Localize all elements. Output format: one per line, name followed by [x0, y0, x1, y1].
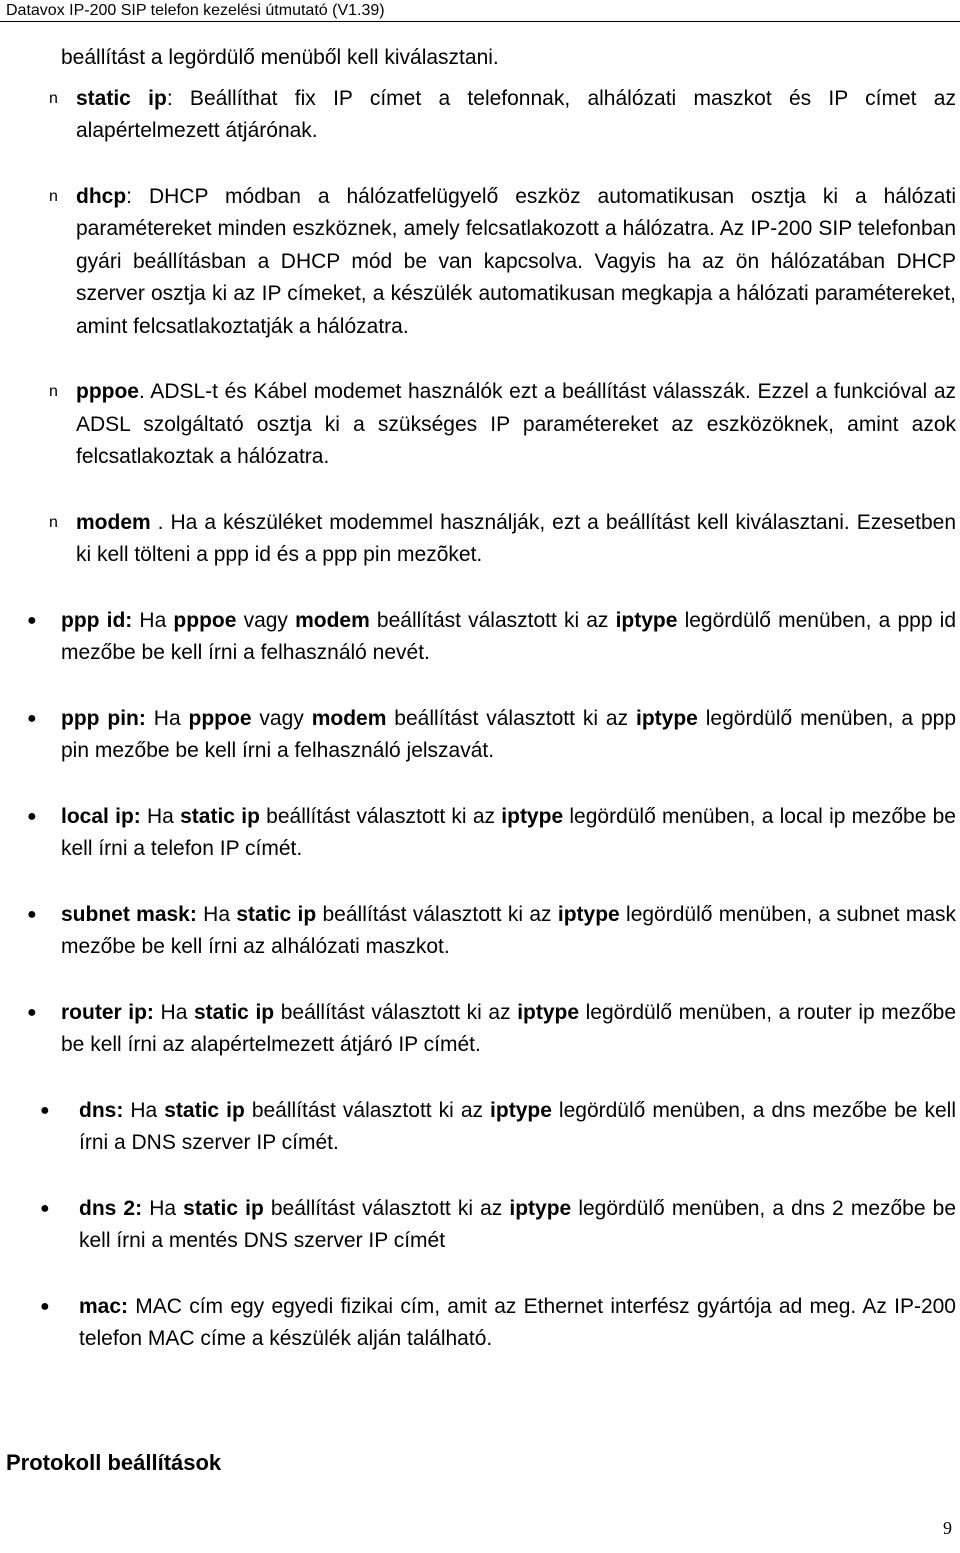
document-title: Datavox IP-200 SIP telefon kezelési útmutató (V1.39)	[6, 2, 385, 19]
emphasis: iptype	[490, 1098, 552, 1122]
field-term: local ip:	[61, 804, 141, 828]
iptype-option-text: dhcp: DHCP módban a hálózatfelügyelő eszköz automatikusan osztja ki a hálózati paramétereket minden eszköznek, amely felcsatlakozott a hálózatra. Az IP-200 SIP telefonban gyári beállításban a DHCP mód be van kapcsolva. Vagyis ha az ön hálózatában DHCP szerver osztja ki az IP címeket, a készülék automatikusan megkapja a hálózati paramétereket, amint felcsatlakoztatják a hálózatra.	[76, 184, 956, 338]
field-description-item	[0, 899, 960, 964]
bullet-icon: ●	[27, 611, 37, 629]
field-description-item	[0, 1193, 960, 1258]
emphasis: pppoe	[188, 706, 252, 730]
list-marker: n	[49, 89, 58, 107]
field-descriptions-list	[0, 605, 960, 1356]
field-description-text: dns: Ha static ip beállítást választott ki az iptype legördülő menüben, a dns mezőbe be kell írni a DNS szerver IP címét.	[79, 1098, 957, 1154]
running-header	[0, 0, 960, 22]
field-term: subnet mask:	[61, 902, 197, 926]
emphasis: pppoe	[173, 608, 237, 632]
field-description-text: router ip: Ha static ip beállítást választott ki az iptype legördülő menüben, a router ip mezőbe be kell írni az alapértelmezett átjáró IP címét.	[61, 1000, 957, 1056]
bullet-icon: ●	[27, 1003, 37, 1021]
field-description-item	[0, 703, 960, 768]
option-term: dhcp	[76, 184, 127, 208]
list-marker: n	[49, 383, 58, 400]
iptype-option-text: pppoe. ADSL-t és Kábel modemet használók ezt a beállítást válasszák. Ezzel a funkcióval az ADSL szolgáltató osztja ki a szükséges IP paramétereket az eszközöknek, amint azok felcsatlakoztak a hálózatra.	[76, 380, 956, 468]
emphasis: static ip	[180, 804, 260, 828]
field-description-item	[0, 997, 960, 1062]
bullet-icon: ●	[27, 709, 37, 727]
iptype-option-item	[0, 507, 960, 572]
field-description-item	[0, 1291, 960, 1356]
emphasis: iptype	[509, 1196, 572, 1220]
field-description-text: mac: MAC cím egy egyedi fizikai cím, amit az Ethernet interfész gyártója ad meg. Az IP-200 telefon MAC címe a készülék alján található.	[79, 1294, 956, 1350]
field-description-text: local ip: Ha static ip beállítást választott ki az iptype legördülő menüben, a local ip mezőbe be kell írni a telefon IP címét.	[61, 804, 956, 860]
field-description-text: dns 2: Ha static ip beállítást választott ki az iptype legördülő menüben, a dns 2 mezőbe be kell írni a mentés DNS szerver IP címét	[79, 1196, 956, 1252]
bullet-icon: ●	[40, 1297, 50, 1315]
bullet-icon: ●	[40, 1101, 50, 1119]
field-term: mac:	[79, 1294, 129, 1318]
field-description-item	[0, 605, 960, 670]
field-description-text: subnet mask: Ha static ip beállítást választott ki az iptype legördülő menüben, a subnet mask mezőbe be kell írni az alhálózati maszkot.	[61, 902, 957, 958]
emphasis: static ip	[183, 1196, 264, 1220]
option-term: pppoe	[76, 380, 139, 403]
emphasis: static ip	[193, 1000, 275, 1024]
field-description-item	[0, 1095, 960, 1160]
bullet-icon: ●	[40, 1199, 50, 1217]
emphasis: modem	[295, 608, 370, 632]
emphasis: iptype	[636, 706, 698, 730]
field-description-item	[0, 801, 960, 866]
bullet-icon: ●	[27, 905, 37, 923]
option-term: static ip	[76, 86, 167, 110]
intro-paragraph: beállítást a legördülő menüből kell kiválasztani.	[61, 46, 499, 69]
field-term: router ip:	[61, 1000, 154, 1024]
page-number: 9	[943, 1518, 952, 1538]
field-term: ppp pin:	[61, 706, 146, 730]
iptype-option-text: static ip: Beállíthat fix IP címet a telefonnak, alhálózati maszkot és IP címet az alapértelmezett átjárónak.	[76, 86, 956, 142]
emphasis: static ip	[164, 1098, 245, 1122]
emphasis: iptype	[517, 1000, 580, 1024]
iptype-option-item	[0, 83, 960, 148]
emphasis: iptype	[501, 804, 564, 828]
bullet-icon: ●	[27, 807, 37, 825]
field-term: dns 2:	[79, 1196, 143, 1220]
iptype-option-text: modem . Ha a készüléket modemmel használják, ezt a beállítást kell kiválasztani. Ezesetben ki kell tölteni a ppp id és a ppp pin mezõket.	[76, 510, 956, 566]
page-content	[0, 36, 960, 1356]
list-marker: n	[49, 187, 58, 205]
emphasis: static ip	[236, 902, 317, 926]
emphasis: modem	[311, 706, 387, 730]
field-description-text: ppp id: Ha pppoe vagy modem beállítást választott ki az iptype legördülő menüben, a ppp id mezőbe be kell írni a felhasználó nevét.	[61, 608, 956, 664]
iptype-option-item	[0, 376, 960, 474]
field-term: dns:	[79, 1098, 124, 1122]
list-marker: n	[49, 513, 58, 531]
iptype-options-list	[0, 83, 960, 572]
emphasis: iptype	[557, 902, 620, 926]
field-description-text: ppp pin: Ha pppoe vagy modem beállítást választott ki az iptype legördülő menüben, a ppp pin mezőbe be kell írni a felhasználó jelszavát.	[61, 706, 956, 762]
field-term: ppp id:	[61, 608, 133, 632]
emphasis: iptype	[615, 608, 678, 632]
iptype-option-item	[0, 181, 960, 344]
section-heading: Protokoll beállítások	[6, 1450, 222, 1475]
option-term: modem	[76, 510, 151, 534]
